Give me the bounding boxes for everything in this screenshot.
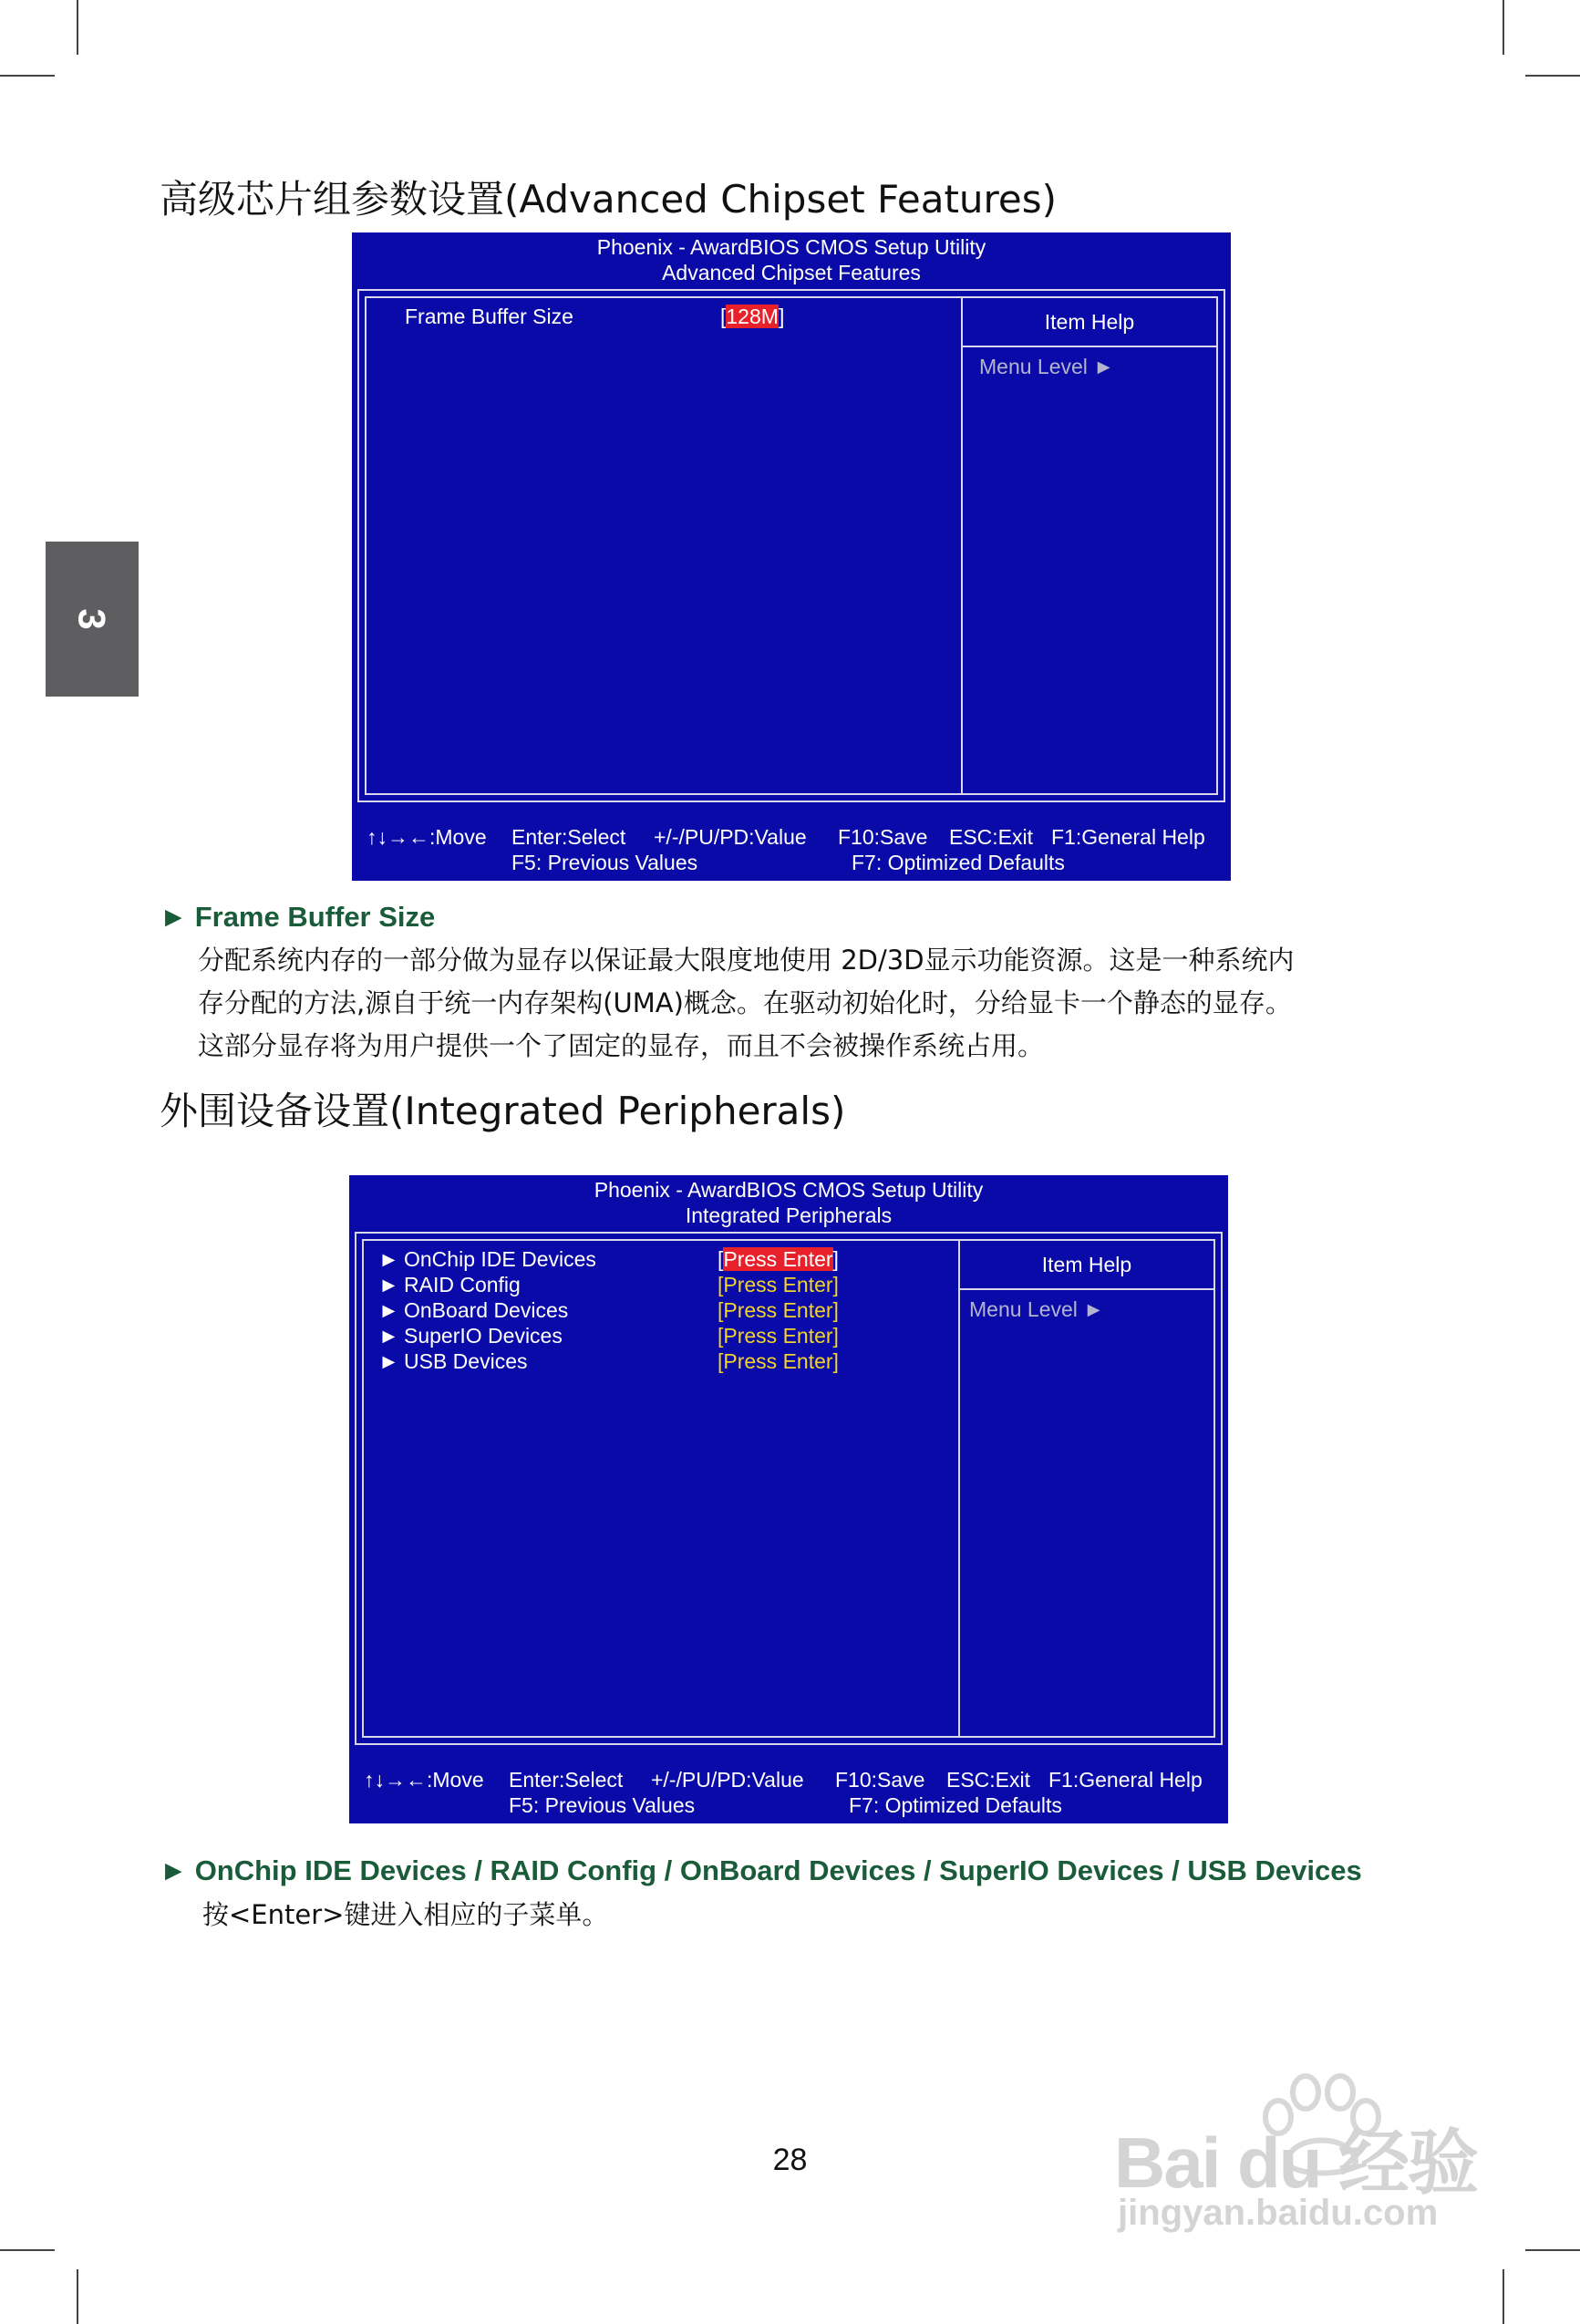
- item-heading-peripheral-submenus: ► OnChip IDE Devices / RAID Config / OnBoard Devices / SuperIO Devices / USB Devices: [160, 1854, 1362, 1886]
- menu-level: Menu Level ►: [979, 355, 1115, 378]
- bios-footer: [349, 1767, 1228, 1818]
- bios-value-128m[interactable]: 128M: [726, 305, 779, 328]
- footer-help: F1:General Help: [1048, 1768, 1203, 1792]
- submenu-arrow-icon: ►: [378, 1324, 399, 1348]
- page-number: 28: [772, 2143, 808, 2177]
- help-separator: [963, 346, 1216, 347]
- crop-mark: [0, 2249, 55, 2251]
- footer-exit: ESC:Exit: [946, 1768, 1031, 1792]
- baidu-watermark: [1114, 2070, 1497, 2252]
- description-line: 分配系统内存的一部分做为显存以保证最大限度地使用 2D/3D显示功能资源。这是一种系统内: [198, 945, 1295, 976]
- bios-option-label: Frame Buffer Size: [405, 305, 573, 328]
- submenu-arrow-icon: ►: [378, 1298, 399, 1322]
- crop-mark: [77, 0, 78, 55]
- footer-select: Enter:Select: [511, 825, 626, 849]
- footer-value: +/-/PU/PD:Value: [654, 825, 807, 849]
- footer-optimized-defaults: F7: Optimized Defaults: [852, 851, 1065, 874]
- triangle-bullet-icon: ►: [160, 1854, 188, 1886]
- triangle-bullet-icon: ►: [160, 901, 188, 933]
- menu-level: Menu Level ►: [969, 1297, 1105, 1321]
- footer-optimized-defaults: F7: Optimized Defaults: [849, 1793, 1062, 1817]
- bios-option-value[interactable]: [128M]: [720, 305, 785, 328]
- footer-previous-values: F5: Previous Values: [511, 851, 698, 874]
- bios-option-value[interactable]: [Press Enter]: [718, 1324, 839, 1348]
- submenu-arrow-icon: ►: [378, 1247, 399, 1271]
- frame-buffer-description: [198, 939, 1420, 1068]
- footer-value: +/-/PU/PD:Value: [651, 1768, 804, 1792]
- watermark-url: jingyan.baidu.com: [1118, 2193, 1439, 2233]
- footer-previous-values: F5: Previous Values: [509, 1793, 696, 1817]
- crop-mark: [1503, 2269, 1504, 2324]
- bios-outer-frame: [355, 1232, 1223, 1745]
- bios-submenu-onboard-devices[interactable]: ► OnBoard Devices: [378, 1298, 569, 1322]
- footer-exit: ESC:Exit: [949, 825, 1034, 849]
- footer-select: Enter:Select: [509, 1768, 624, 1792]
- crop-mark: [77, 2269, 78, 2324]
- watermark-brand: Bai du 经验: [1114, 2123, 1478, 2203]
- item-help-title: Item Help: [1041, 1252, 1132, 1276]
- bios-inner-frame: [365, 296, 1218, 795]
- footer-save: F10:Save: [838, 825, 928, 849]
- bios-submenu-usb-devices[interactable]: ► USB Devices: [378, 1349, 528, 1373]
- description-line: 这部分显存将为用户提供一个了固定的显存，而且不会被操作系统占用。: [198, 1030, 1045, 1061]
- crop-mark: [1503, 0, 1504, 55]
- bios-footer: [352, 824, 1231, 875]
- bios-panel-divider: [961, 298, 963, 793]
- bios-utility-title: Phoenix - AwardBIOS CMOS Setup Utility: [596, 235, 986, 259]
- submenu-arrow-icon: ►: [378, 1349, 399, 1373]
- crop-mark: [1525, 75, 1580, 77]
- bios-submenu-raid-config[interactable]: ► RAID Config: [378, 1273, 521, 1296]
- item-help-title: Item Help: [1044, 309, 1135, 334]
- bios-option-value[interactable]: [Press Enter]: [718, 1247, 839, 1271]
- bios-menu-title: Advanced Chipset Features: [662, 261, 921, 284]
- bios-option-value[interactable]: [Press Enter]: [718, 1298, 839, 1322]
- crop-mark: [0, 75, 55, 77]
- description-line: 存分配的方法,源自于统一内存架构(UMA)概念。在驱动初始化时，分给显卡一个静态的显存。: [198, 987, 1292, 1018]
- bios-option-frame-buffer-size[interactable]: [405, 304, 573, 329]
- footer-save: F10:Save: [835, 1768, 925, 1792]
- bios-screen-integrated-peripherals: [349, 1175, 1228, 1823]
- footer-move: ↑↓→←:Move: [367, 825, 487, 849]
- bios-menu-title: Integrated Peripherals: [685, 1203, 893, 1227]
- chapter-tab: [46, 542, 139, 697]
- bios-outer-frame: [357, 289, 1225, 802]
- bios-screen-advanced-chipset: [352, 232, 1231, 881]
- footer-help: F1:General Help: [1051, 825, 1205, 849]
- section-title-integrated-peripherals: 外围设备设置(Integrated Peripherals): [160, 1089, 846, 1133]
- bios-panel-divider: [958, 1241, 960, 1736]
- bios-submenu-superio-devices[interactable]: ► SuperIO Devices: [378, 1324, 563, 1348]
- bios-inner-frame: [362, 1239, 1215, 1738]
- submenu-arrow-icon: ►: [378, 1273, 399, 1296]
- bios-header: [352, 234, 1231, 285]
- crop-mark: [1525, 2249, 1580, 2251]
- chapter-number: 3: [70, 608, 114, 630]
- bios-option-value[interactable]: [Press Enter]: [718, 1273, 839, 1296]
- submenu-description: 按<Enter>键进入相应的子菜单。: [202, 1899, 609, 1930]
- bios-option-value[interactable]: [Press Enter]: [718, 1349, 839, 1373]
- section-title-advanced-chipset: 高级芯片组参数设置(Advanced Chipset Features): [160, 177, 1057, 222]
- bios-header: [349, 1177, 1228, 1228]
- bios-submenu-onchip-ide[interactable]: ► OnChip IDE Devices: [378, 1247, 596, 1271]
- bios-utility-title: Phoenix - AwardBIOS CMOS Setup Utility: [594, 1178, 984, 1202]
- item-heading-frame-buffer-size: ► Frame Buffer Size: [160, 901, 436, 933]
- help-separator: [960, 1288, 1213, 1290]
- footer-move: ↑↓→←:Move: [364, 1768, 484, 1792]
